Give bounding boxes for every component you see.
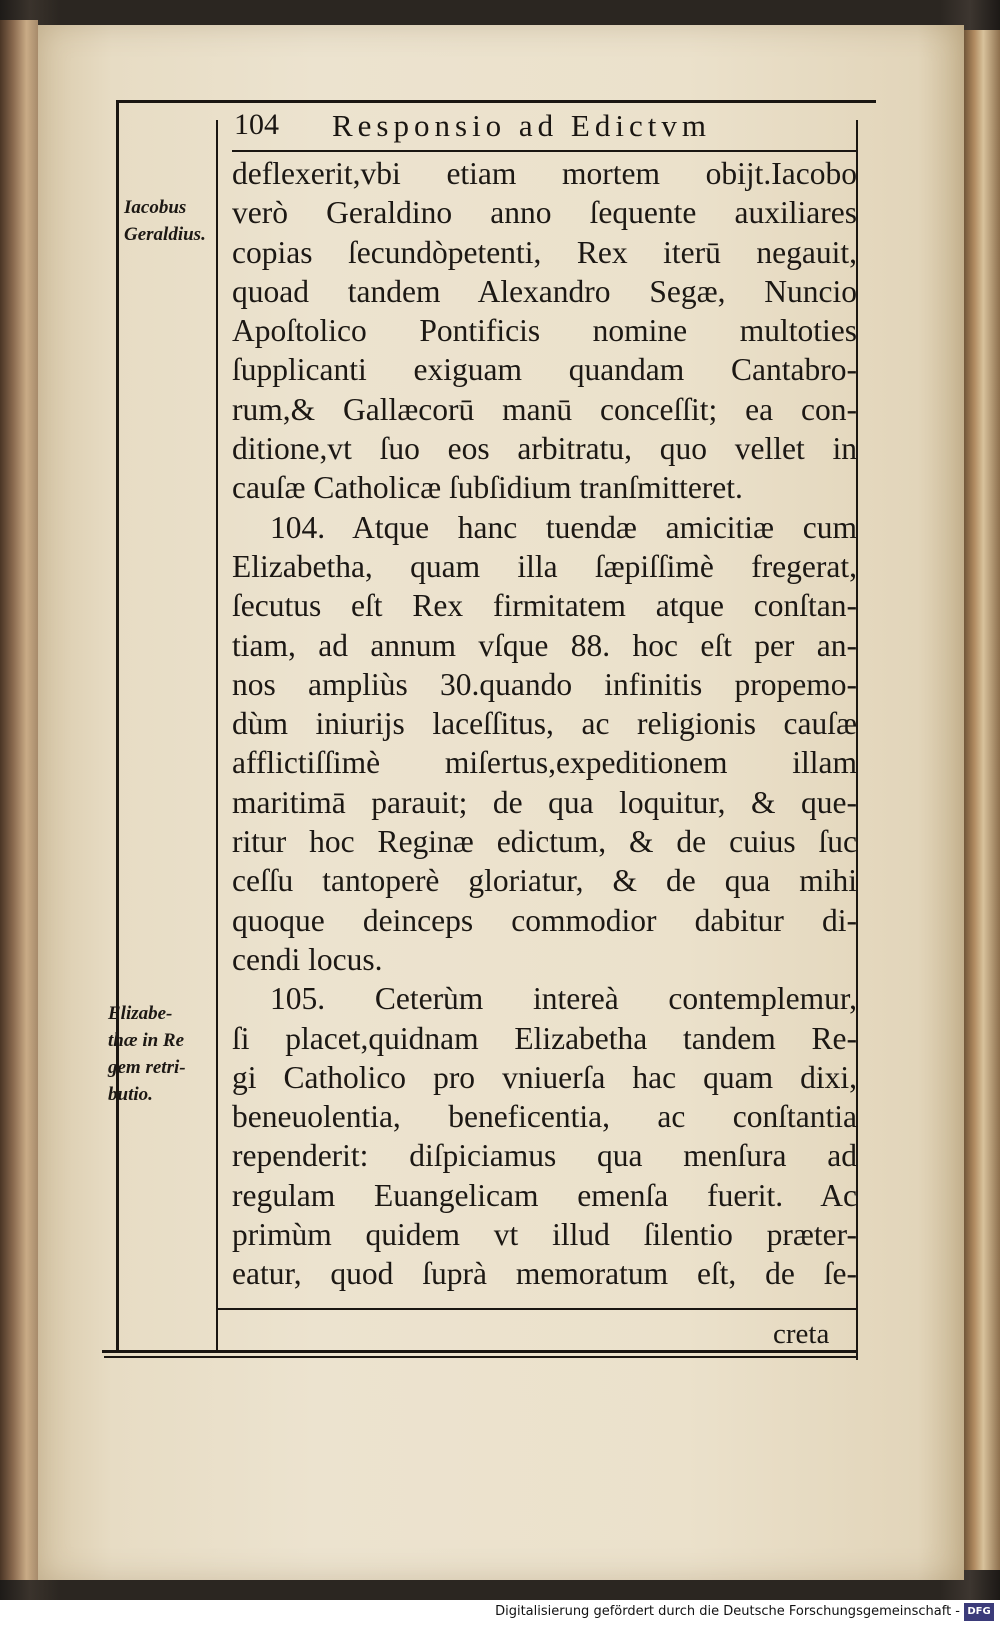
text-line: copias ſecundòpetenti, Rex iterū negauit,	[232, 234, 857, 270]
body-text	[232, 154, 857, 1294]
text-line: cauſæ Catholicæ ſubſidium tranſmitteret.	[232, 470, 743, 506]
text-line-paragraph-105: 105. Ceterùm intereà contemplemur,	[270, 981, 857, 1017]
margin-note-line: butio.	[108, 1084, 153, 1105]
text-line: quoque deinceps commodior dabitur di-	[232, 902, 857, 938]
margin-note-iacobus	[124, 194, 206, 248]
text-line: dùm iniurijs laceſſitus, ac religionis cauſæ	[232, 706, 857, 742]
text-line: maritimā parauit; de qua loquitur, & que-	[232, 784, 857, 820]
catchword: creta	[773, 1318, 830, 1350]
margin-note-line: gem retri-	[108, 1057, 186, 1078]
margin-note-line: Iacobus	[124, 197, 187, 218]
page-fore-edge	[963, 30, 1000, 1570]
text-line: Apoſtolico Pontificis nomine multoties	[232, 313, 857, 349]
text-line: ritur hoc Reginæ edictum, & de cuius ſuc	[232, 824, 857, 860]
margin-note-elizabethae	[108, 1000, 186, 1108]
text-line: ſi placet,quidnam Elizabetha tandem Re-	[232, 1020, 857, 1056]
text-line: afflictiſſimè miſertus,expeditionem illam	[232, 745, 857, 781]
text-line: ſupplicanti exiguam quandam Cantabro-	[232, 352, 857, 388]
margin-note-line: thæ in Re	[108, 1030, 185, 1051]
book-spine-edge	[0, 20, 38, 1580]
text-line: regulam Euangelicam emenſa fuerit. Ac	[232, 1177, 857, 1213]
text-line: quoad tandem Alexandro Segæ, Nuncio	[232, 273, 857, 309]
footer-bar	[0, 1600, 1000, 1625]
text-line: rum,& Gallæcorū manū conceſſit; ea con-	[232, 391, 857, 427]
text-line-paragraph-104: 104. Atque hanc tuendæ amicitiæ cum	[270, 509, 857, 545]
header-underline	[232, 150, 857, 152]
text-line: primùm quidem vt illud ſilentio præter-	[232, 1217, 857, 1253]
left-outer-rule	[116, 100, 119, 1350]
text-line: tiam, ad annum vſque 88. hoc eſt per an-	[232, 627, 857, 663]
bottom-outer-rule	[102, 1350, 857, 1353]
running-title: Responsio ad Edictvm	[332, 108, 711, 143]
text-line: ditione,vt ſuo eos arbitratu, quo vellet in	[232, 431, 857, 467]
inner-column-rule	[216, 120, 218, 1352]
text-line: verò Geraldino anno ſequente auxiliares	[232, 195, 857, 231]
dfg-logo: DFG	[964, 1603, 994, 1621]
page-number: 104	[234, 108, 279, 141]
bottom-text-rule	[218, 1308, 856, 1310]
text-line: ceſſu tantoperè gloriatur, & de qua mihi	[232, 863, 857, 899]
margin-note-line: Geraldius.	[124, 224, 206, 245]
text-line: rependerit: diſpiciamus qua menſura ad	[232, 1138, 857, 1174]
text-line: gi Catholico pro vniuerſa hac quam dixi,	[232, 1059, 857, 1095]
top-rule	[118, 100, 876, 103]
text-line: ſecutus eſt Rex firmitatem atque conſtan-	[232, 588, 857, 624]
margin-note-line: Elizabe-	[108, 1003, 173, 1024]
text-line: nos ampliùs 30.quando infinitis propemo-	[232, 666, 857, 702]
footer-funding-text: Digitalisierung gefördert durch die Deutsche Forschungsgemeinschaft -	[495, 1604, 960, 1619]
bottom-outer-rule-2	[104, 1356, 856, 1358]
text-line: beneuolentia, beneficentia, ac conſtantia	[232, 1099, 857, 1135]
text-line: Elizabetha, quam illa ſæpiſſimè fregerat,	[232, 548, 857, 584]
text-line: deflexerit,vbi etiam mortem obijt.Iacobo	[232, 156, 857, 191]
text-line: cendi locus.	[232, 941, 383, 977]
text-line: eatur, quod ſuprà memoratum eſt, de ſe-	[232, 1256, 857, 1292]
running-head	[234, 108, 854, 150]
